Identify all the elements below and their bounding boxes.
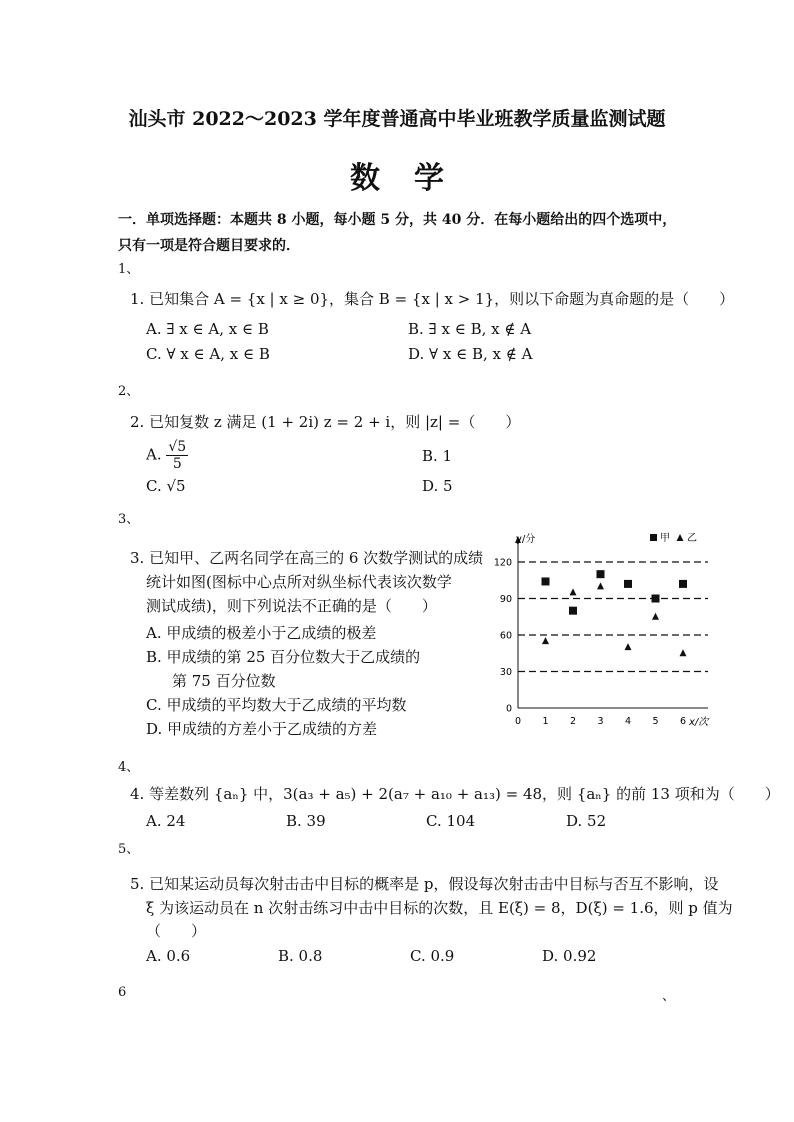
point-yi-6: [680, 649, 687, 656]
x-tick-label-0: 0: [514, 716, 522, 727]
point-yi-5: [652, 613, 659, 620]
scatter-plot-svg: [492, 528, 718, 742]
point-yi-1: [542, 637, 549, 644]
q3-option-c: C. 甲成绩的平均数大于乙成绩的平均数: [146, 696, 407, 714]
legend-marker-yi: [677, 534, 684, 541]
q2-option-a-denominator: 5: [172, 456, 182, 472]
q3-option-b-line1: B. 甲成绩的第 25 百分位数大于乙成绩的: [146, 648, 421, 666]
question-number-5: 5、: [118, 842, 140, 857]
legend-label-jia: 甲: [660, 533, 670, 544]
q3-stem-line3: 测试成绩)，则下列说法不正确的是（ ）: [146, 597, 437, 615]
point-jia-1: [542, 577, 550, 585]
question-number-1: 1、: [118, 262, 140, 277]
x-tick-label-3: 3: [597, 716, 604, 727]
q5-stem-line1: 5. 已知某运动员每次射击击中目标的概率是 p，假设每次射击击中目标与否互不影响，设: [130, 875, 719, 893]
q4-option-b: B. 39: [286, 812, 326, 830]
q4-option-a: A. 24: [146, 812, 186, 830]
q4-stem: 4. 等差数列 {aₙ} 中，3(a₃ + a₅) + 2(a₇ + a₁₀ + a₁₃) = 48，则 {aₙ} 的前 13 项和为（ ）: [130, 785, 780, 803]
x-tick-label-6: 6: [679, 716, 687, 727]
x-tick-label-1: 1: [542, 716, 549, 727]
point-jia-6: [679, 580, 687, 588]
exam-title: 汕头市 2022～2023 学年度普通高中毕业班教学质量监测试题: [128, 108, 666, 130]
q2-option-b: B. 1: [422, 447, 453, 465]
point-jia-2: [569, 607, 577, 615]
score-scatter-chart: [492, 528, 718, 742]
y-axis-label: y/分: [516, 534, 536, 545]
subject-title: 数学: [350, 161, 478, 196]
point-yi-2: [570, 588, 577, 595]
legend-marker-jia: [650, 534, 657, 541]
q3-stem-line2: 统计如图(图标中心点所对纵坐标代表该次数学: [146, 573, 452, 591]
q5-stem-line2: ξ 为该运动员在 n 次射击练习中击中目标的次数，且 E(ξ) = 8，D(ξ) = 1.6，则 p 值为: [146, 899, 733, 917]
q3-option-a: A. 甲成绩的极差小于乙成绩的极差: [146, 624, 377, 642]
y-tick-label-30: 30: [499, 667, 512, 678]
question-number-3: 3、: [118, 512, 140, 527]
x-tick-label-2: 2: [569, 716, 577, 727]
x-axis-label: x/次: [689, 717, 709, 728]
x-tick-label-4: 4: [624, 716, 632, 727]
q5-stem-line3: （ ）: [146, 922, 207, 940]
point-yi-4: [625, 643, 632, 650]
q2-option-a-fraction: [166, 440, 188, 471]
q2-stem: 2. 已知复数 z 满足 (1 + 2i) z = 2 + i，则 |z| =（ ）: [130, 413, 521, 431]
y-tick-label-0: 0: [505, 703, 512, 715]
q5-option-a: A. 0.6: [146, 947, 191, 965]
q3-option-d: D. 甲成绩的方差小于乙成绩的方差: [146, 720, 378, 738]
q3-stem-line1: 3. 已知甲、乙两名同学在高三的 6 次数学测试的成绩: [130, 549, 484, 567]
q2-option-a: [146, 440, 188, 471]
question-6-mark: 、: [662, 989, 676, 1004]
q5-option-c: C. 0.9: [410, 947, 455, 965]
point-jia-4: [624, 580, 632, 588]
q2-option-d: D. 5: [422, 477, 453, 495]
q1-option-b: B. ∃ x ∈ B, x ∉ A: [408, 320, 532, 338]
q4-option-d: D. 52: [566, 812, 607, 830]
q2-option-c: C. √5: [146, 477, 186, 495]
q4-option-c: C. 104: [426, 812, 476, 830]
q1-stem: 1. 已知集合 A = {x | x ≥ 0}，集合 B = {x | x > 1}，则以下命题为真命题的是（ ）: [130, 290, 735, 308]
y-tick-label-60: 60: [499, 630, 512, 642]
y-tick-label-90: 90: [499, 594, 512, 605]
legend-label-yi: 乙: [687, 533, 697, 544]
q1-option-c: C. ∀ x ∈ A, x ∈ B: [146, 345, 270, 363]
question-number-6: 6: [118, 985, 127, 1000]
question-number-2: 2、: [118, 384, 140, 399]
point-yi-3: [597, 582, 604, 589]
q5-option-b: B. 0.8: [278, 947, 323, 965]
section-heading-line1: 一．单项选择题：本题共 8 小题，每小题 5 分，共 40 分．在每小题给出的四个选项中，: [118, 212, 677, 228]
q1-option-d: D. ∀ x ∈ B, x ∉ A: [408, 345, 533, 363]
y-tick-label-120: 120: [493, 557, 512, 569]
section-heading-line2: 只有一项是符合题目要求的．: [118, 238, 300, 254]
q2-option-a-numerator: √5: [168, 439, 187, 455]
point-jia-5: [652, 595, 660, 603]
x-tick-label-5: 5: [652, 716, 659, 727]
point-jia-3: [597, 570, 605, 578]
q5-option-d: D. 0.92: [542, 947, 597, 965]
q2-option-a-label: A.: [146, 445, 162, 464]
question-number-4: 4、: [118, 760, 140, 775]
q1-option-a: A. ∃ x ∈ A, x ∈ B: [146, 320, 269, 338]
q3-option-b-line2: 第 75 百分位数: [172, 672, 276, 690]
